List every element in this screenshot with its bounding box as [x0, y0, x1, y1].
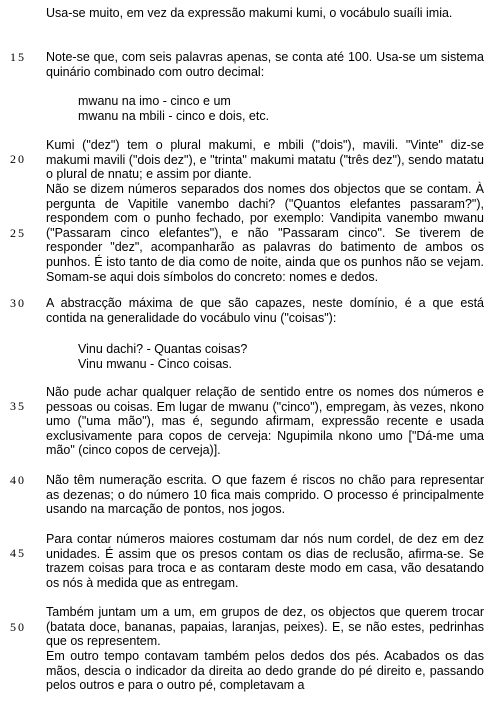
line-number: 15: [10, 50, 26, 64]
paragraph: Em outro tempo contavam também pelos dedos dos pés. Acabados os das mãos, descia o indicador da direita ao dedo grande do pé direito e, passando pelos outros e para o outro pé, completavam a: [46, 649, 484, 693]
paragraph: A abstracção máxima de que são capazes, neste domínio, é a que está contida na generalidade do vocábulo vinu ("coisas"):: [46, 296, 484, 325]
paragraph: Para contar números maiores costumam dar nós num cordel, de dez em dez unidades. É assim que os presos contam os dias de reclusão, afirma-se. Se trazem coisas para troca e as contaram deste modo em casa, vão desatando os nós à medida que as entregam.: [46, 532, 484, 590]
line-number: 50: [10, 620, 26, 634]
example-line: Vinu dachi? - Quantas coisas?: [78, 342, 248, 356]
example-line: mwanu na mbili - cinco e dois, etc.: [78, 108, 270, 123]
line-number: 40: [10, 473, 26, 487]
line-number: 25: [10, 226, 26, 240]
paragraph: Kumi ("dez") tem o plural makumi, e mbili ("dois"), mavili. "Vinte" diz-se makumi mavili ("dois dez"), e "trinta" makumi matatu ("três dez"), sendo matatu o plural de nnatu; e assim por diante.: [46, 138, 484, 182]
line-number: 35: [10, 399, 26, 413]
example-list: [78, 342, 458, 371]
example-line: Vinu mwanu - Cinco coisas.: [78, 356, 233, 371]
paragraph: Não pude achar qualquer relação de sentido entre os nomes dos números e pessoas ou coisas. Em lugar de mwanu ("cinco"), empregam, às vezes, nkono umo ("uma mão"), mas é, segundo afirmam, expressão recente e usada exclusivamente para copos de cerveja: Ngupimila nkono umo ["Dá-me uma mão" (cinco copos de cerveja)].: [46, 385, 484, 458]
paragraph: Note-se que, com seis palavras apenas, se conta até 100. Usa-se um sistema quinário combinado com outro decimal:: [46, 50, 484, 79]
example-line: mwanu na imo - cinco e um: [78, 94, 231, 108]
paragraph: Não têm numeração escrita. O que fazem é riscos no chão para representar as dezenas; o do número 10 fica mais comprido. O processo é principalmente usando na marcação de pontos, nos jogos.: [46, 473, 484, 517]
paragraph: Não se dizem números separados dos nomes dos objectos que se contam. À pergunta de Vapitile vanembo dachi? ("Quantos elefantes passaram?"), respondem com o punho fechado, por exemplo: Vandipita vanembo mwanu ("Passaram cinco elefantes"), e não "Passaram cinco". Se tiverem de responder "dez", acompanharão as palavras do batimento de ambos os punhos. É isto tanto de dia como de noite, ainda que os punhos não se vejam. Somam-se aqui dois símbolos do concreto: nomes e dedos.: [46, 182, 484, 284]
line-number: 45: [10, 546, 26, 560]
line-number: 30: [10, 296, 26, 310]
paragraph: Usa-se muito, em vez da expressão makumi kumi, o vocábulo suaíli imia.: [46, 6, 453, 20]
line-number: 20: [10, 152, 26, 166]
paragraph: Também juntam um a um, em grupos de dez, os objectos que querem trocar (batata doce, bananas, papaias, laranjas, peixes). E, se não estes, pedrinhas que os representem.: [46, 605, 484, 649]
example-list: [78, 94, 458, 123]
